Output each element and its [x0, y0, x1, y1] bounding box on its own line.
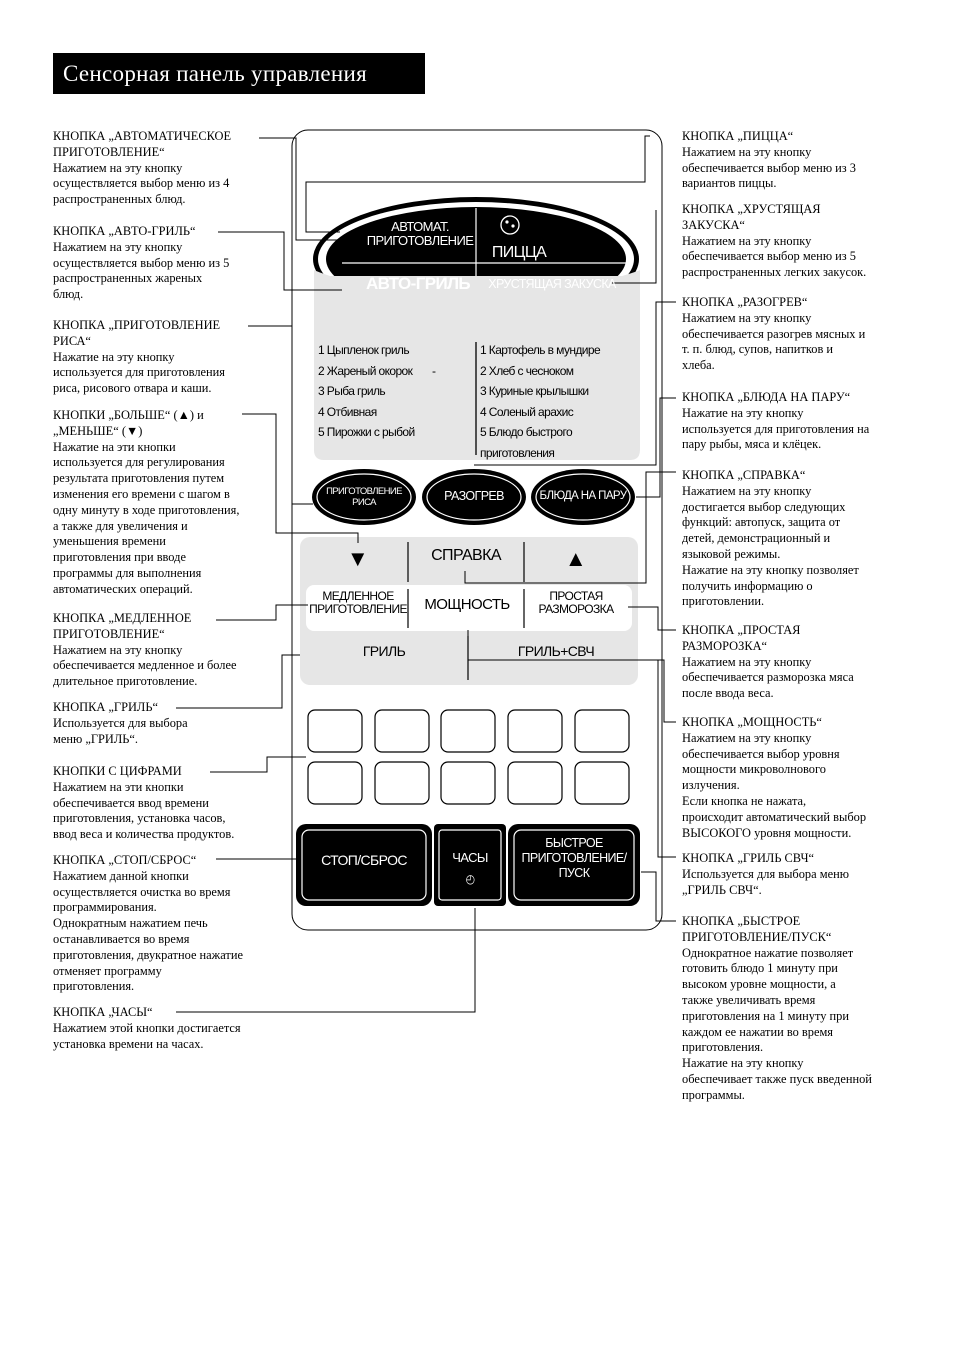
desc-heading: КНОПКА „ПИЦЦА“ [682, 129, 794, 143]
desc-heading: КНОПКА „МОЩНОСТЬ“ [682, 715, 822, 729]
desc-heading: КНОПКА „РАЗОГРЕВ“ [682, 295, 808, 309]
number-key[interactable] [375, 710, 429, 752]
desc-heading: КНОПКА „ГРИЛЬ“ [53, 700, 158, 714]
desc-text: Нажатием на эту кнопку достигается выбор следующих функций: автопуск, защита от детей, демонстрационный и языковой режимы. Нажатие на эту кнопку позволяет получить информацию о приготовлении. [682, 483, 859, 609]
less-button[interactable]: ▼ [346, 546, 369, 571]
pizza-button[interactable]: ПИЦЦА [491, 244, 547, 261]
more-button[interactable]: ▲ [564, 546, 587, 571]
power-button[interactable]: МОЩНОСТЬ [424, 596, 510, 613]
desc-heading: КНОПКА „ХРУСТЯЩАЯ ЗАКУСКА“ [682, 202, 821, 232]
number-key[interactable] [441, 762, 495, 804]
grill-mw-button[interactable]: ГРИЛЬ+СВЧ [517, 643, 595, 659]
clock-button[interactable]: ЧАСЫ [452, 850, 488, 865]
steam-button[interactable]: БЛЮДА НА ПАРУ [539, 490, 627, 502]
desc-heading: КНОПКА „ПРОСТАЯ РАЗМОРОЗКА“ [682, 623, 801, 653]
desc-text: Нажатием этой кнопки достигается установка времени на часах. [53, 1020, 241, 1051]
desc-text: Нажатием данной кнопки осуществляется очистка во время программирования. Однократным нажатием печь останавливается во время приготовления, двукратное нажатие отменяет программу приготовления. [53, 868, 243, 994]
number-key[interactable] [441, 710, 495, 752]
clock-button-bg [434, 824, 506, 906]
desc-heading: КНОПКИ С ЦИФРАМИ [53, 764, 182, 778]
desc-heading: КНОПКА „АВТО-ГРИЛЬ“ [53, 224, 196, 238]
desc-text: Нажатием на эту кнопку обеспечивается выбор меню из 3 вариантов пиццы. [682, 144, 856, 191]
desc-text: Однократное нажатие позволяет готовить блюдо 1 минуту при высоком уровне мощности, а также увеличивать время приготовления на 1 минуту при каждом ее нажатии во время приготовления. Нажатие на эту кнопку обеспечивает также пуск введенной программы. [682, 945, 872, 1102]
desc-text: Нажатие на эти кнопки используется для регулирования результата приготовления путем изменения его времени с шагом в одну минуту в ходе приготовления, а также для увеличения и уменьшения времени приготовления при вводе программы для выполнения автоматических операций. [53, 439, 240, 596]
desc-heading: КНОПКА „ПРИГОТОВЛЕНИЕ РИСА“ [53, 318, 221, 348]
help-button[interactable]: СПРАВКА [431, 547, 501, 564]
number-key[interactable] [308, 762, 362, 804]
defrost-button[interactable]: ПРОСТАЯ РАЗМОРОЗКА [538, 589, 614, 616]
stop-button[interactable]: СТОП/СБРОС [321, 852, 407, 868]
desc-heading: КНОПКА „БЫСТРОЕ ПРИГОТОВЛЕНИЕ/ПУСК“ [682, 914, 832, 944]
quick-start-button[interactable]: БЫСТРОЕ ПРИГОТОВЛЕНИЕ/ ПУСК [521, 836, 627, 880]
desc-text: Нажатием на эту кнопку обеспечивается выбор уровня мощности микроволнового излучения. Если кнопка не нажата, происходит автоматический выбор ВЫСОКОГО уровня мощности. [682, 730, 867, 840]
page-title: Сенсорная панель управления [53, 53, 425, 94]
desc-text: Нажатием на эту кнопку осуществляется выбор меню из 5 распространенных жареных блюд. [53, 239, 230, 302]
desc-heading: КНОПКА „ЧАСЫ“ [53, 1005, 153, 1019]
number-key[interactable] [375, 762, 429, 804]
crispy-snack-button[interactable]: ХРУСТЯЩАЯ ЗАКУСКА [488, 277, 616, 291]
number-keypad [308, 710, 629, 804]
desc-text: Нажатие на эту кнопку используется для приготовления риса, рисового отвара и каши. [53, 349, 225, 396]
desc-text: Используется для выбора меню „ГРИЛЬ“. [53, 715, 188, 746]
auto-grill-menu-list: 1 Цыпленок гриль 2 Жареный окорок 3 Рыба гриль 4 Отбивная 5 Пирожки с рыбой [318, 343, 415, 439]
desc-heading: КНОПКИ „БОЛЬШЕ“ (▲) и „МЕНЬШЕ“ (▼) [53, 408, 204, 438]
desc-text: Нажатием на эту кнопку обеспечивается разогрев мясных и т. п. блюд, супов, напитков и хлеба. [682, 310, 866, 373]
desc-heading: КНОПКА „АВТОМАТИЧЕСКОЕ ПРИГОТОВЛЕНИЕ“ [53, 129, 232, 159]
desc-text: Нажатием на эту кнопку обеспечивается медленное и более длительное приготовление. [53, 642, 237, 689]
reheat-button[interactable]: РАЗОГРЕВ [444, 489, 504, 503]
rice-button[interactable]: ПРИГОТОВЛЕНИЕ РИСА [326, 486, 402, 508]
slow-cook-button[interactable]: МЕДЛЕННОЕ ПРИГОТОВЛЕНИЕ [309, 589, 407, 616]
grill-button[interactable]: ГРИЛЬ [362, 643, 406, 659]
number-key[interactable] [508, 762, 562, 804]
desc-heading: КНОПКА „МЕДЛЕННОЕ ПРИГОТОВЛЕНИЕ“ [53, 611, 192, 641]
number-key[interactable] [575, 762, 629, 804]
desc-text: Нажатием на эти кнопки обеспечивается ввод времени приготовления, установка часов, ввод веса и количества продуктов. [53, 779, 235, 842]
desc-text: Нажатием на эту кнопку осуществляется выбор меню из 4 распространенных блюд. [53, 160, 230, 207]
desc-text: Нажатием на эту кнопку обеспечивается выбор меню из 5 распространенных легких закусок. [682, 233, 867, 280]
pizza-icon-dot [505, 220, 508, 223]
number-key[interactable] [575, 710, 629, 752]
desc-text: Нажатием на эту кнопку обеспечивается разморозка мяса после ввода веса. [682, 654, 854, 701]
auto-grill-button[interactable]: АВТО-ГРИЛЬ [365, 274, 471, 293]
number-key[interactable] [508, 710, 562, 752]
number-key[interactable] [308, 710, 362, 752]
desc-heading: КНОПКА „ГРИЛЬ СВЧ“ [682, 851, 815, 865]
desc-heading: КНОПКА „БЛЮДА НА ПАРУ“ [682, 390, 851, 404]
crispy-snack-menu-list: 1 Картофель в мундире 2 Хлеб с чесноком 3 Куриные крылышки 4 Соленый арахис 5 Блюдо быстрого приготовления [480, 343, 601, 460]
desc-text: Нажатие на эту кнопку используется для приготовления на пару рыбы, мяса и клёцек. [682, 405, 870, 452]
clock-icon: ◴ [465, 872, 475, 886]
desc-heading: КНОПКА „СПРАВКА“ [682, 468, 806, 482]
menu-dash: - [432, 364, 436, 378]
desc-text: Используется для выбора меню „ГРИЛЬ СВЧ“. [682, 866, 849, 897]
desc-heading: КНОПКА „СТОП/СБРОС“ [53, 853, 197, 867]
pizza-icon-dot [511, 224, 514, 227]
auto-cook-button[interactable]: АВТОМАТ. ПРИГОТОВЛЕНИЕ [366, 219, 474, 248]
